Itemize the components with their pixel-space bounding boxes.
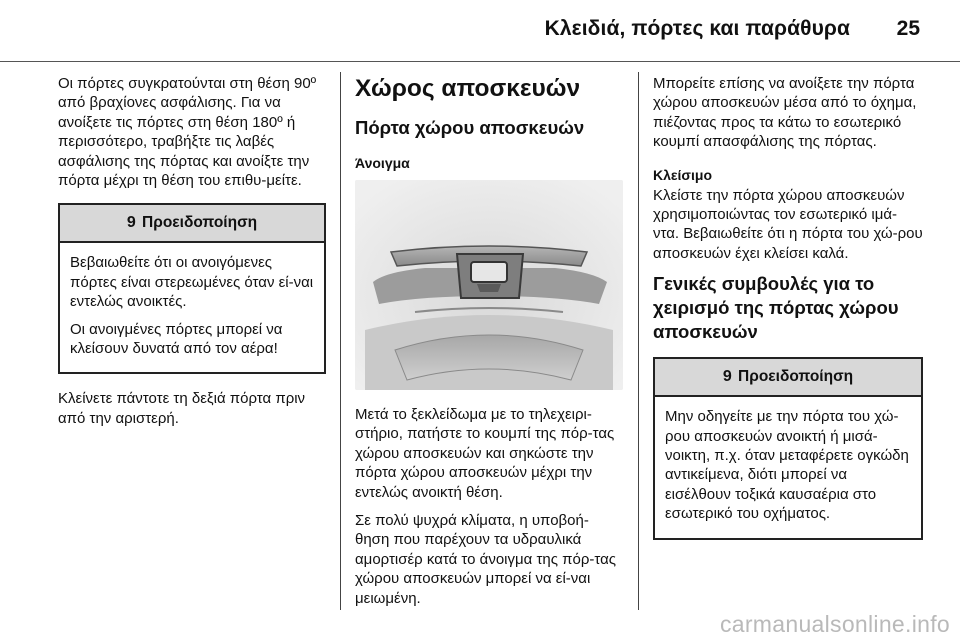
warning-text-1: Βεβαιωθείτε ότι οι ανοιγόμενες πόρτες είναι στερεωμένες όταν εί-ναι εντελώς ανοικτές.	[70, 254, 314, 311]
page-title: Κλειδιά, πόρτες και παράθυρα	[544, 17, 850, 40]
close-order-paragraph: Κλείνετε πάντοτε τη δεξιά πόρτα πριν από την αριστερή.	[58, 390, 306, 427]
warning-body-2	[655, 397, 921, 537]
section-title: Χώρος αποσκευών	[355, 75, 581, 102]
warning-text-3: Μην οδηγείτε με την πόρτα του χώ-ρου αποσκευών ανοικτή ή μισά-νοικτη, π.χ. όταν μεταφέρετε ογκώδη αντικείμενα, διότι μπορεί να εισέλθουν τοξικά καυσαέρια στο εσωτερικό του οχήματος.	[665, 408, 909, 523]
warning-box-2	[653, 357, 923, 539]
cold-climate-paragraph: Σε πολύ ψυχρά κλίματα, η υποβοή-θηση που παρέχουν τα υδραυλικά αμορτισέρ κατά το άνοιγμα της πόρ-τας χώρου αποσκευών μπορεί να εί-ναι μειωμένη.	[355, 512, 616, 607]
doors-hold-paragraph: Οι πόρτες συγκρατούνται στη θέση 90º από βραχίονες ασφάλισης. Για να ανοίξετε τις πόρτες στη θέση 180º ή περισσότερο, τραβήξτε τις λαβές ασφάλισης της πόρτας και ανοίξτε την πόρτα μέχρι τη θέση του επιθυ-μείτε.	[58, 75, 317, 190]
warning-header-2	[655, 359, 921, 397]
page-number: 25	[896, 17, 920, 40]
column-right	[653, 74, 923, 555]
column-left	[58, 74, 326, 437]
column-divider-2	[638, 72, 639, 610]
closing-heading: Κλείσιμο	[653, 166, 713, 183]
tailgate-button-illustration	[355, 180, 623, 390]
warning-title-2: Προειδοποίηση	[738, 368, 854, 386]
interior-button-paragraph: Μπορείτε επίσης να ανοίξετε την πόρτα χώρου αποσκευών μέσα από το όχημα, πιέζοντας προς τα κάτω το εσωτερικό κουμπί απασφάλισης της πόρτας.	[653, 75, 917, 151]
tips-title: Γενικές συμβουλές για το χειρισμό της πόρτας χώρου αποσκευών	[653, 273, 899, 343]
warning-text-2: Οι ανοιγμένες πόρτες μπορεί να κλείσουν δυνατά από τον αέρα!	[70, 320, 283, 358]
watermark: carmanualsonline.info	[719, 611, 950, 637]
closing-paragraph: Κλείστε την πόρτα χώρου αποσκευών χρησιμοποιώντας τον εσωτερικό ιμά-ντα. Βεβαιωθείτε ότι η πόρτα του χώ-ρου αποσκευών έχει κλείσει καλά.	[653, 186, 923, 262]
page-header	[0, 0, 960, 64]
column-divider-1	[340, 72, 341, 610]
opening-paragraph: Μετά το ξεκλείδωμα με το τηλεχειρι-στήριο, πατήστε το κουμπί της πόρ-τας χώρου αποσκευών και σηκώστε την πόρτα χώρου αποσκευών μέχρι την εντελώς ανοικτή θέση.	[355, 406, 615, 501]
header-divider	[0, 61, 960, 62]
warning-title: Προειδοποίηση	[142, 214, 258, 232]
warning-header	[60, 205, 324, 243]
warning-body	[60, 243, 324, 372]
warning-icon-2: 9	[722, 368, 732, 386]
subsection-title: Πόρτα χώρου αποσκευών	[355, 117, 585, 138]
warning-icon: 9	[126, 214, 136, 232]
warning-box	[58, 203, 326, 374]
tailgate-illustration-svg	[355, 180, 623, 390]
column-middle	[355, 74, 623, 617]
opening-heading: Άνοιγμα	[355, 155, 410, 171]
